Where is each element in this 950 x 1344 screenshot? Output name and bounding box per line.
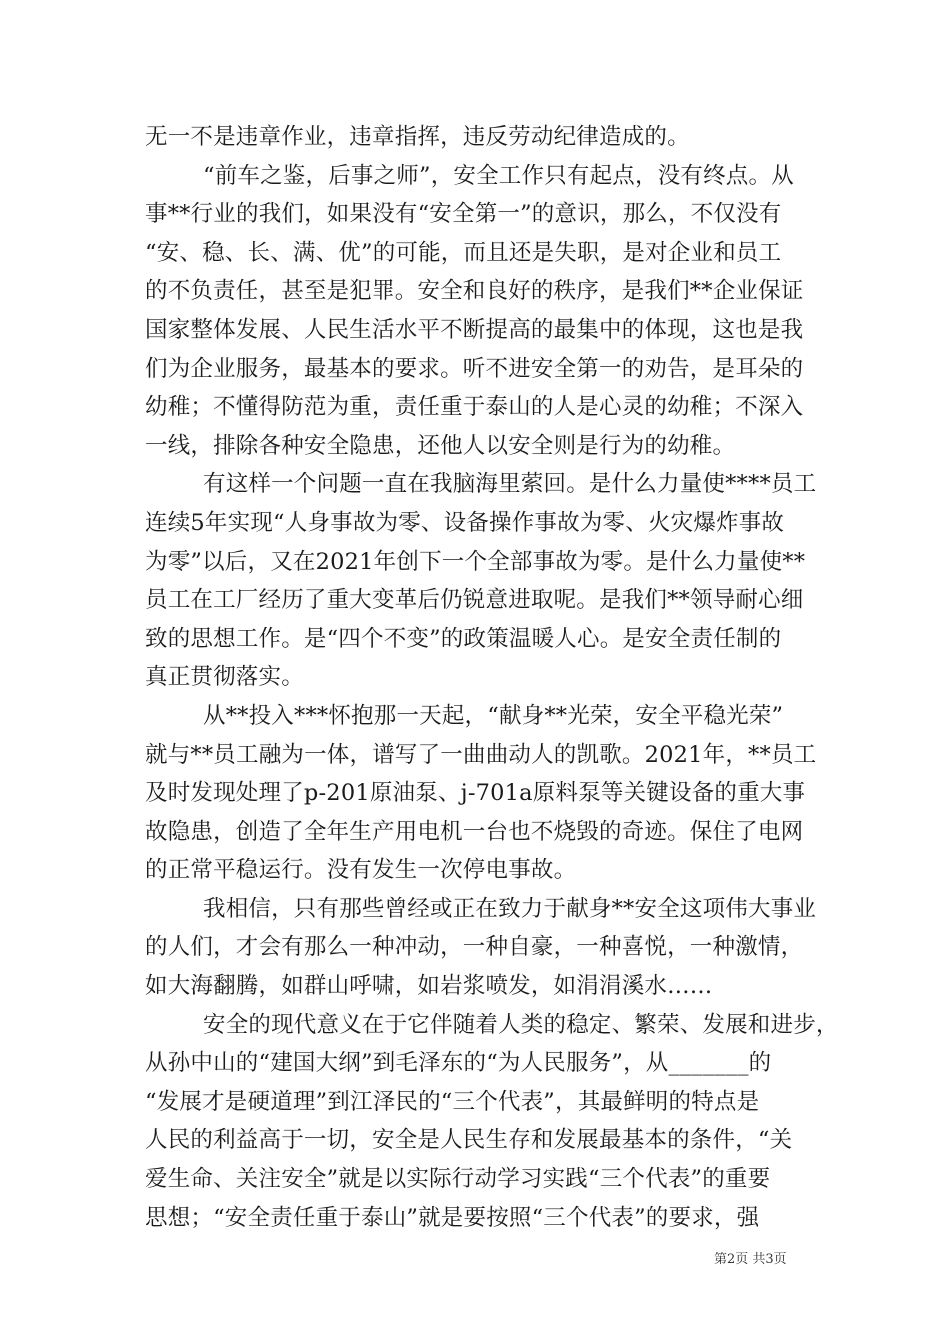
- text-line: 人民的利益高于一切，安全是人民生存和发展最基本的条件，“关: [145, 1127, 793, 1154]
- page-number: 第2页 共3页: [714, 1252, 787, 1267]
- text-line: 从孙中山的“建国大纲”到毛泽东的“为人民服务”，从_______的: [145, 1050, 772, 1077]
- text-line: 的人们，才会有那么一种冲动，一种自豪，一种喜悦，一种激情，: [145, 934, 804, 961]
- text-line: 连续5年实现“人身事故为零、设备操作事故为零、火灾爆炸事故: [145, 509, 785, 536]
- text-line: 有这样一个问题一直在我脑海里萦回。是什么力量使****员工: [203, 471, 817, 498]
- text-line: 故隐患，创造了全年生产用电机一台也不烧毁的奇迹。保住了电网: [145, 818, 804, 845]
- text-line: 一线，排除各种安全隐患，还他人以安全则是行为的幼稚。: [145, 432, 736, 459]
- document-body: [145, 118, 839, 1237]
- text-line: 从**投入***怀抱那一天起，“献身**光荣，安全平稳光荣”: [203, 702, 784, 729]
- text-line: 安全的现代意义在于它伴随着人类的稳定、繁荣、发展和进步，: [203, 1011, 839, 1038]
- text-line: 事**行业的我们，如果没有“安全第一”的意识，那么，不仅没有: [145, 201, 782, 228]
- text-line: “前车之鉴，后事之师”，安全工作只有起点，没有终点。从: [203, 162, 794, 189]
- text-line: “安、稳、长、满、优”的可能，而且还是失职，是对企业和员工: [145, 239, 782, 266]
- text-line: 幼稚；不懂得防范为重，责任重于泰山的人是心灵的幼稚；不深入: [145, 394, 804, 421]
- text-line: “发展才是硬道理”到江泽民的“三个代表”，其最鲜明的特点是: [145, 1088, 760, 1115]
- text-line: 如大海翻腾，如群山呼啸，如岩浆喷发，如涓涓溪水……: [145, 973, 713, 1000]
- text-line: 爱生命、关注安全”就是以实际行动学习实践“三个代表”的重要: [145, 1166, 771, 1193]
- text-line: 我相信，只有那些曾经或正在致力于献身**安全这项伟大事业: [203, 895, 817, 922]
- text-line: 们为企业服务，最基本的要求。听不进安全第一的劝告，是耳朵的: [145, 355, 804, 382]
- text-line: 的不负责任，甚至是犯罪。安全和良好的秩序，是我们**企业保证: [145, 278, 804, 305]
- text-line: 员工在工厂经历了重大变革后仍锐意进取呢。是我们**领导耐心细: [145, 587, 804, 614]
- text-line: 无一不是违章作业，违章指挥，违反劳动纪律造成的。: [145, 124, 690, 150]
- text-line: 致的思想工作。是“四个不变”的政策温暖人心。是安全责任制的: [145, 625, 782, 652]
- text-line: 真正贯彻落实。: [145, 664, 304, 691]
- text-line: 国家整体发展、人民生活水平不断提高的最集中的体现，这也是我: [145, 316, 804, 343]
- text-line: 为零”以后，又在2021年创下一个全部事故为零。是什么力量使**: [145, 548, 806, 575]
- text-line: 及时发现处理了p-201原油泵、j-701a原料泵等关键设备的重大事: [145, 780, 806, 807]
- text-line: 思想；“安全责任重于泰山”就是要按照“三个代表”的要求，强: [145, 1204, 760, 1231]
- text-line: 的正常平稳运行。没有发生一次停电事故。: [145, 857, 577, 884]
- text-line: 就与**员工融为一体，谱写了一曲曲动人的凯歌。2021年，**员工: [145, 741, 817, 768]
